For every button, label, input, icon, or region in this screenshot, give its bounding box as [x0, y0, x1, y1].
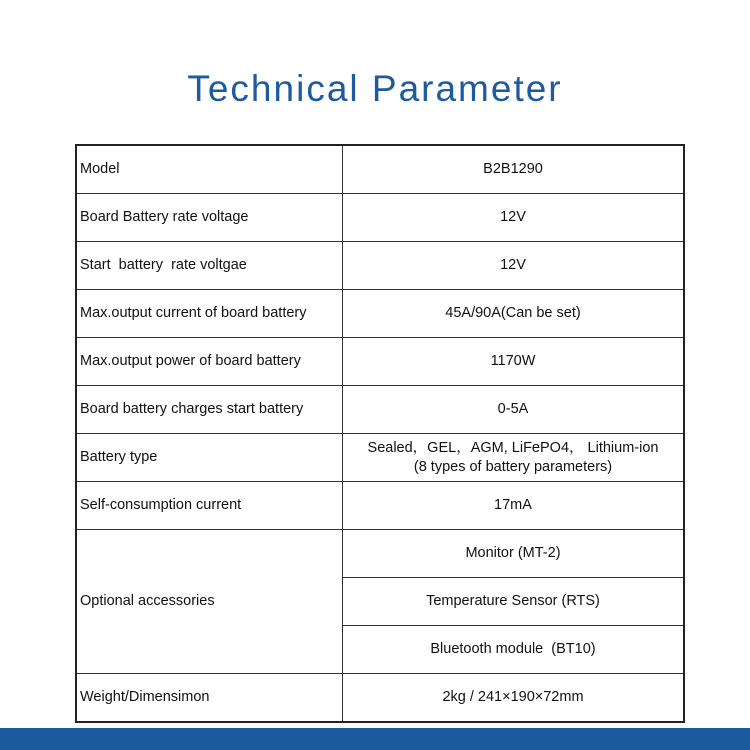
battery-type-line-1: Sealed，GEL，AGM, LiFePO4， Lithium-ion	[367, 439, 659, 456]
table-row-start-battery-voltage	[76, 242, 684, 290]
row-value: 17mA	[343, 482, 685, 530]
table-row-board-battery-voltage	[76, 194, 684, 242]
row-label: Start battery rate voltgae	[76, 242, 343, 290]
row-value: 0-5A	[343, 386, 685, 434]
row-label: Board battery charges start battery	[76, 386, 343, 434]
accessory-temperature-sensor: Temperature Sensor (RTS)	[343, 578, 685, 626]
table-row-self-consumption	[76, 482, 684, 530]
battery-type-line-2: (8 types of battery parameters)	[413, 458, 613, 475]
table-row-optional-accessories	[76, 530, 684, 578]
accessory-bluetooth-module: Bluetooth module (BT10)	[343, 626, 685, 674]
row-label: Weight/Dimensimon	[76, 674, 343, 723]
row-label: Optional accessories	[76, 530, 343, 674]
table-row-weight-dimension	[76, 674, 684, 723]
row-value: 2kg / 241×190×72mm	[343, 674, 685, 723]
bottom-accent-bar	[0, 728, 750, 750]
row-label: Board Battery rate voltage	[76, 194, 343, 242]
table-row-max-output-current	[76, 290, 684, 338]
row-label: Model	[76, 145, 343, 194]
row-value: 12V	[343, 242, 685, 290]
row-value: 45A/90A(Can be set)	[343, 290, 685, 338]
row-value: B2B1290	[343, 145, 685, 194]
table-row-charges-start-battery	[76, 386, 684, 434]
row-label: Battery type	[76, 434, 343, 482]
table-row-model	[76, 145, 684, 194]
table-row-battery-type	[76, 434, 684, 482]
technical-parameter-table	[75, 144, 685, 723]
row-value: 1170W	[343, 338, 685, 386]
page-title: Technical Parameter	[187, 68, 563, 109]
table-row-max-output-power	[76, 338, 684, 386]
accessory-monitor: Monitor (MT-2)	[343, 530, 685, 578]
row-value: 12V	[343, 194, 685, 242]
row-label: Max.output current of board battery	[76, 290, 343, 338]
row-label: Max.output power of board battery	[76, 338, 343, 386]
row-label: Self-consumption current	[76, 482, 343, 530]
row-value	[343, 434, 685, 482]
